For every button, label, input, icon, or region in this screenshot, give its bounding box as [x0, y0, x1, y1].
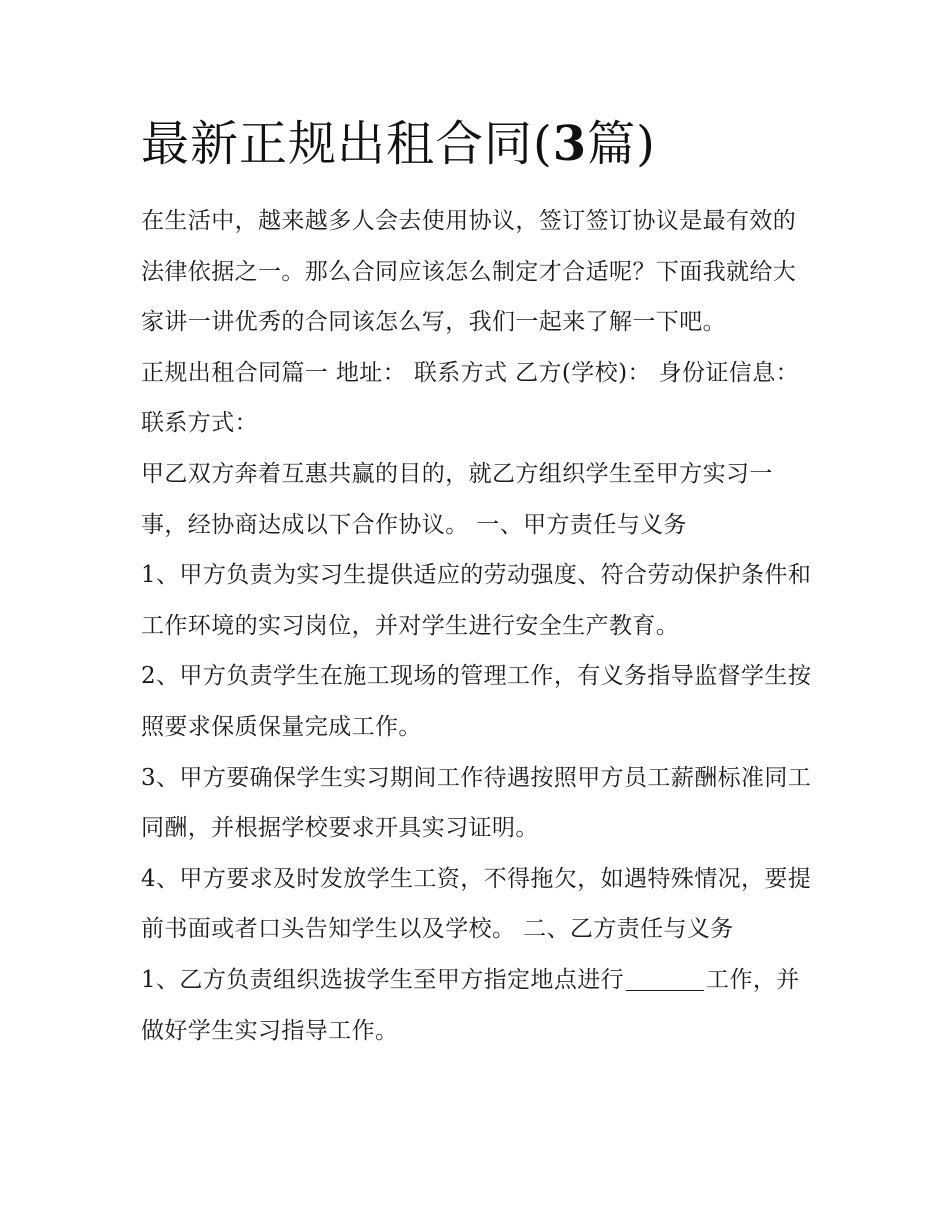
fill-in-blank — [626, 960, 704, 991]
party-a-clause-1: 1、甲方负责为实习生提供适应的劳动强度、符合劳动保护条件和工作环境的实习岗位，并对学生进行安全生产教育。 — [141, 562, 812, 639]
party-a-clause-2: 2、甲方负责学生在施工现场的管理工作，有义务指导监督学生按照要求保质保量完成工作。 — [141, 663, 812, 740]
party-b-clause-1 — [141, 955, 813, 1056]
party-a-clause-3: 3、甲方要确保学生实习期间工作待遇按照甲方员工薪酬标准同工同酬，并根据学校要求开具实习证明。 — [141, 764, 812, 842]
purpose-paragraph: 甲乙双方奔着互惠共赢的目的，就乙方组织学生至甲方实习一事，经协商达成以下合作协议。 一、甲方责任与义务 — [141, 460, 773, 538]
intro-paragraph: 在生活中，越来越多人会去使用协议，签订签订协议是最有效的法律依据之一。那么合同应该怎么制定才合适呢？下面我就给大家讲一讲优秀的合同该怎么写，我们一起来了解一下吧。 — [141, 208, 797, 336]
clause-text-after-blank: 工作，并做好学生实习指导工作。 — [141, 966, 800, 1044]
document-title — [141, 112, 841, 176]
party-a-clause-4: 4、甲方要求及时发放学生工资，不得拖欠，如遇特殊情况，要提前书面或者口头告知学生以及学校。 二、乙方责任与义务 — [141, 865, 812, 943]
title-prefix: 最新正规出租合同( — [141, 116, 553, 172]
title-number: 3 — [552, 116, 588, 172]
document-body — [141, 196, 813, 1056]
title-suffix: 篇) — [587, 116, 656, 172]
parties-paragraph: 正规出租合同篇一 地址： 联系方式 乙方(学校)： 身份证信息： 联系方式： — [141, 359, 799, 437]
clause-text-before-blank: 1、乙方负责组织选拔学生至甲方指定地点进行 — [141, 966, 625, 993]
